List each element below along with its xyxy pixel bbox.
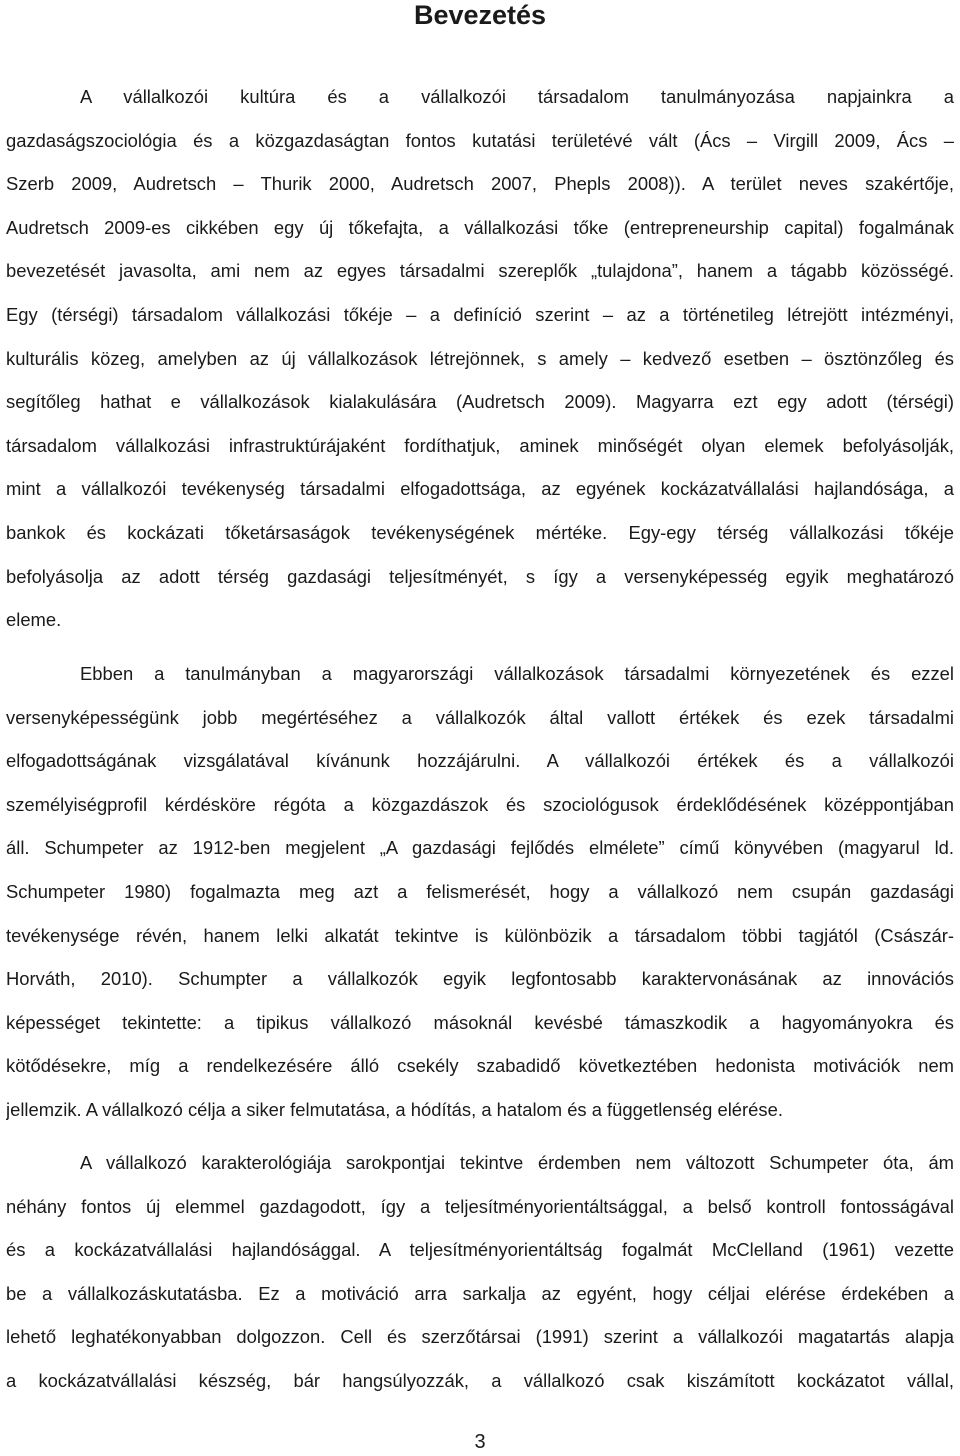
text-line: tevékenysége révén, hanem lelki alkatát tekintve is különbözik a társadalom többi tagjától (Császár- (6, 924, 954, 946)
page-title: Bevezetés (413, 0, 547, 30)
text-line: befolyásolja az adott térség gazdasági teljesítményét, s így a versenyképesség egyik meghatározó (6, 565, 954, 587)
text-line: áll. Schumpeter az 1912-ben megjelent „A gazdasági fejlődés elmélete” című könyvében (magyarul ld. (6, 837, 954, 859)
text-line: képességet tekintette: a tipikus vállalkozó másoknál kevésbé támaszkodik a hagyományokra és (6, 1011, 954, 1033)
text-line: kötődésekre, míg a rendelkezésére álló csekély szabadidő következtében hedonista motivációk nem (6, 1055, 954, 1077)
text-line: lehető leghatékonyabban dolgozzon. Cell és szerzőtársai (1991) szerint a vállalkozói magatartás alapja (6, 1326, 954, 1348)
text-line: Horváth, 2010). Schumpter a vállalkozók egyik legfontosabb karaktervonásának az innovációs (6, 968, 954, 990)
text-line: gazdaságszociológia és a közgazdaságtan fontos kutatási területévé vált (Ács – Virgill 2009, Ács – (6, 129, 954, 151)
text-line: eleme. (6, 609, 62, 631)
text-line: Szerb 2009, Audretsch – Thurik 2000, Audretsch 2007, Phepls 2008)). A terület neves szakértője, (6, 173, 954, 195)
paragraph-characterology (6, 1141, 954, 1403)
text-line: mint a vállalkozói tevékenység társadalmi elfogadottsága, az egyének kockázatvállalási hajlandósága, a (6, 478, 954, 500)
text-line: Schumpeter 1980) fogalmazta meg azt a felismerését, hogy a vállalkozó nem csupán gazdasági (6, 880, 954, 902)
page-number: 3 (474, 1431, 486, 1453)
text-line: elfogadottságának vizsgálatával kívánunk hozzájárulni. A vállalkozói értékek és a vállalkozói (6, 750, 954, 772)
text-line: személyiségprofil kérdésköre régóta a közgazdászok és szociológusok érdeklődésének középpontjában (6, 793, 954, 815)
text-line: versenyképességünk jobb megértéséhez a vállalkozók által vallott értékek és ezek társadalmi (6, 706, 954, 728)
text-line: be a vállalkozáskutatásba. Ez a motiváció arra sarkalja az egyént, hogy céljai elérése érdekében a (6, 1282, 954, 1304)
text-line: Audretsch 2009-es cikkében egy új tőkefajta, a vállalkozási tőke (entrepreneurship capital) fogalmának (6, 216, 954, 238)
text-line: kulturális közeg, amelyben az új vállalkozások létrejönnek, s amely – kedvező esetben – ösztönzőleg és (6, 347, 954, 369)
text-line: bevezetését javasolta, ami nem az egyes társadalmi szereplők „tulajdona”, hanem a tágabb közösségé. (6, 260, 954, 282)
text-line: bankok és kockázati tőketársaságok tevékenységének mértéke. Egy-egy térség vállalkozási tőkéje (6, 521, 954, 543)
text-line: segítőleg hathat e vállalkozások kialakulására (Audretsch 2009). Magyarra ezt egy adott (térségi) (6, 391, 954, 413)
text-line: a kockázatvállalási készség, bár hangsúlyozzák, a vállalkozó csak kiszámított kockázatot vállal, (6, 1369, 954, 1391)
text-line: A vállalkozó karakterológiája sarokpontjai tekintve érdemben nem változott Schumpeter óta, ám (80, 1152, 954, 1173)
text-line: jellemzik. A vállalkozó célja a siker felmutatása, a hódítás, a hatalom és a függetlenség elérése. (6, 1098, 783, 1120)
text-line: Ebben a tanulmányban a magyarországi vállalkozások társadalmi környezetének és ezzel (80, 663, 954, 684)
paragraph-study (6, 652, 954, 1132)
text-line: néhány fontos új elemmel gazdagodott, így a teljesítményorientáltsággal, a belső kontroll fontosságával (6, 1195, 954, 1217)
paragraph-intro (6, 75, 954, 642)
text-line: Egy (térségi) társadalom vállalkozási tőkéje – a definíció szerint – az a történetileg létrejött intézményi, (6, 303, 954, 325)
text-line: és a kockázatvállalási hajlandósággal. A teljesítményorientáltság fogalmát McClelland (1961) vezette (6, 1239, 954, 1261)
text-line: társadalom vállalkozási infrastruktúrájaként fordíthatjuk, aminek minőségét olyan elemek befolyásolják, (6, 434, 954, 456)
text-line: A vállalkozói kultúra és a vállalkozói társadalom tanulmányozása napjainkra a (80, 86, 954, 107)
